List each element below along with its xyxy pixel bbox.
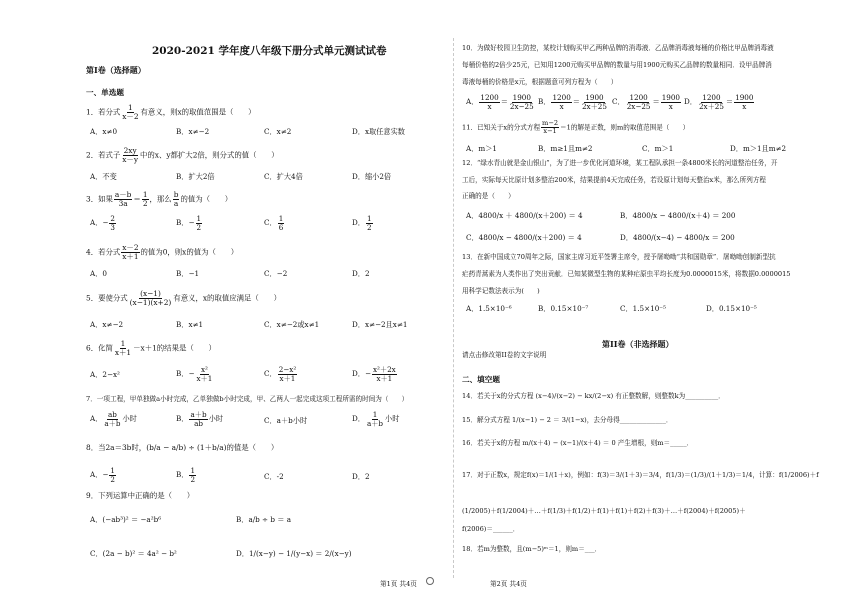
question-17-line-3: f(2006)＝______． (462, 525, 520, 533)
question-12-line-3: 正确的是（ ） (462, 192, 515, 200)
volume2-heading: 第II卷（非选择题） (602, 339, 674, 349)
question-3: 3．如果 $\frac{a-b}{3a}$ ＝ $\frac{1}{2}$ ，那么 $\frac{b}{a}$ 的值为（ ） (86, 190, 233, 208)
question-15: 15．解分式方程 1/(x−1) − 2 ＝ 3/(1−x)，去分母得______________． (462, 416, 673, 424)
question-10-line-2: 每桶价格的2倍少25元，已知用1200元购买甲品牌的数量与用1900元购买乙品牌的数量相同．设甲品牌消 (462, 61, 772, 69)
question-17-line-2: (1/2005)＋f(1/2004)＋…＋f(1/3)＋f(1/2)＋f(1)＋f(1)＋f(2)＋f(3)＋…＋f(2004)＋f(2005)＋ (462, 507, 746, 515)
question-7: 7．一项工程，甲单独做a小时完成，乙单独做b小时完成，甲、乙两人一起完成这项工程所需的时间为（ ） (86, 395, 409, 403)
q6-option-c[interactable]: C． $\frac{\text{2−x²}}{x+1}$ (264, 365, 297, 383)
q8-option-c[interactable]: C．-2 (264, 472, 284, 481)
q8-option-d[interactable]: D．2 (352, 472, 370, 481)
q5-option-c[interactable]: C．x≠−2或x≠1 (264, 320, 320, 329)
q3-option-a[interactable]: A．− $\frac{2}{3}$ (90, 214, 115, 232)
q12-option-b[interactable]: B．4800/x − 4800/(x＋4) ＝ 200 (620, 211, 736, 220)
question-9: 9．下列运算中正确的是（ ） (86, 491, 195, 500)
q7-option-c[interactable]: C．a＋b小时 (264, 416, 308, 425)
q7-option-d[interactable]: D． $\frac{1}{a+b}$ 小时 (352, 410, 400, 428)
q13-option-b[interactable]: B．0.15×10⁻⁷ (538, 304, 589, 313)
q11-option-a[interactable]: A．m＞1 (466, 144, 497, 153)
q2-option-c[interactable]: C．扩大4倍 (264, 172, 303, 181)
q4-option-c[interactable]: C．−2 (264, 269, 288, 278)
q9-option-b[interactable]: B．a/b ÷ b ＝ a (236, 515, 292, 524)
q2-option-d[interactable]: D．缩小2倍 (352, 172, 392, 181)
q12-option-a[interactable]: A．4800/x ＋ 4800/(x＋200) ＝ 4 (466, 211, 583, 220)
q3-option-b[interactable]: B．− $\frac{1}{2}$ (176, 214, 202, 232)
right-column (462, 0, 840, 608)
question-13-line-2: 疟药青蒿素为人类作出了突出贡献．已知某微型生物的某种疟原虫平均长度为0.0000015米，将数据0.0000015 (462, 270, 791, 278)
q1-option-a[interactable]: A．x≠0 (90, 127, 118, 136)
q13-option-c[interactable]: C．1.5×10⁻⁵ (620, 304, 666, 313)
page-divider (453, 38, 454, 578)
q12-option-d[interactable]: D．4800/(x−4) − 4800/x ＝ 200 (620, 233, 735, 242)
binding-hole (426, 577, 434, 585)
question-6: 6．化简 $\frac{1}{x+1}$ －x＋1的结果是（ ） (86, 339, 216, 357)
q10-option-d[interactable]: D． $\frac{1200}{2x+25}$ ＝ $\frac{1900}{x}$ (684, 93, 754, 111)
question-13-line-1: 13．在新中国成立70周年之际，国家主席习近平签署主席令，授予屠呦呦“共和国勋章”．屠呦呦创制新型抗 (462, 253, 776, 261)
q11-option-d[interactable]: D．m＞1且m≠2 (730, 144, 787, 153)
q6-option-a[interactable]: A．2−x² (90, 370, 120, 379)
q3-option-c[interactable]: C． $\frac{1}{6}$ (264, 214, 284, 232)
question-14: 14．若关于x的分式方程 (x−4)/(x−2) − kx/(2−x) 有正整数解，则整数k为__________． (462, 392, 725, 400)
question-11: 11．已知关于x的分式方程 $\frac{m-2}{x-1}$ ＝1的解是正数，则m的取值范围是（ ） (462, 119, 690, 135)
left-column (86, 0, 446, 608)
q5-option-d[interactable]: D．x≠−2且x≠1 (352, 320, 408, 329)
question-17-line-1: 17．对于正数x，规定f(x)＝1/(1＋x)，例如：f(3)＝3/(1＋3)＝3/4，f(1/3)＝(1/3)/(1＋1/3)＝1/4，计算：f(1/2006)＋f (462, 471, 819, 479)
q1-option-d[interactable]: D．x取任意实数 (352, 127, 405, 136)
question-4: 4．若分式 $\frac{x-2}{x+1}$ 的值为0，则x的值为（ ） (86, 243, 239, 261)
q6-option-d[interactable]: D．− $\frac{\text{x²＋2x}}{x+1}$ (352, 365, 396, 383)
q4-option-d[interactable]: D．2 (352, 269, 370, 278)
q9-option-a[interactable]: A．(−ab³)² ＝ −a²b⁶ (90, 515, 162, 524)
question-1: 1．若分式 $\frac{1}{x-2}$ 有意义，则x的取值范围是（ ） (86, 103, 256, 121)
q7-option-b[interactable]: B． $\frac{a+b}{ab}$ 小时 (176, 410, 223, 428)
q13-option-a[interactable]: A．1.5×10⁻⁶ (466, 304, 512, 313)
q12-option-c[interactable]: C．4800/x − 4800/(x＋200) ＝ 4 (466, 233, 582, 242)
q9-option-d[interactable]: D．1/(x−y) − 1/(y−x) ＝ 2/(x−y) (236, 549, 352, 558)
q4-option-a[interactable]: A．0 (90, 269, 107, 278)
volume1-heading: 第Ⅰ卷（选择题） (86, 65, 146, 75)
q9-option-c[interactable]: C．(2a − b)² ＝ 4a² − b² (90, 549, 177, 558)
page-footer-left: 第1页 共4页 (380, 580, 417, 588)
q8-option-b[interactable]: B． $\frac{1}{2}$ (176, 466, 196, 484)
q2-option-b[interactable]: B．扩大2倍 (176, 172, 215, 181)
q10-option-c[interactable]: C． $\frac{1200}{2x-25}$ ＝ $\frac{1900}{x}$ (612, 93, 680, 111)
q11-option-b[interactable]: B．m≥1且m≠2 (538, 144, 593, 153)
q1-option-b[interactable]: B．x≠−2 (176, 127, 210, 136)
q8-expression: (b/a − a/b) ÷ (1＋b/a) (146, 443, 227, 452)
q13-option-d[interactable]: D．0.15×10⁻⁵ (706, 304, 757, 313)
question-18: 18．若m为整数，且(m−5)ᵐ＝1，则m＝___． (462, 545, 602, 553)
page-footer-right: 第2页 共4页 (490, 580, 527, 588)
q4-option-b[interactable]: B．−1 (176, 269, 200, 278)
q10-option-a[interactable]: A． $\frac{1200}{x}$ ＝ $\frac{1900}{2x-25}$ (466, 93, 534, 111)
q11-option-c[interactable]: C．m＞1 (642, 144, 674, 153)
question-8: 8．当2a＝3b时，(b/a − a/b) ÷ (1＋b/a)的值是（ ） (86, 443, 279, 452)
q1-option-c[interactable]: C．x≠2 (264, 127, 292, 136)
question-12-line-2: 工后，实际每天比原计划多整治200米，结果提前4天完成任务，若设原计划每天整治x米，那么所列方程 (462, 176, 767, 184)
q8-option-a[interactable]: A．− $\frac{1}{2}$ (90, 466, 115, 484)
question-2: 2．若式子 $\frac{2xy}{x-y}$ 中的x、y都扩大2倍，则分式的值（ ） (86, 146, 279, 164)
volume2-hint: 请点击修改第II卷的文字说明 (462, 351, 547, 359)
q5-option-a[interactable]: A．x≠−2 (90, 320, 124, 329)
question-10-line-1: 10．为做好校园卫生防控，某校计划购买甲乙两种品牌的消毒液．乙品牌消毒液每桶的价格比甲品牌消毒液 (462, 44, 774, 52)
section2-heading: 二、填空题 (462, 375, 500, 384)
question-13-line-3: 用科学记数法表示为( ) (462, 287, 540, 295)
q10-option-b[interactable]: B． $\frac{1200}{x}$ ＝ $\frac{1900}{2x+25}$ (538, 93, 607, 111)
q5-option-b[interactable]: B．x≠1 (176, 320, 204, 329)
question-12-line-1: 12．“绿水青山就是金山银山”，为了进一步优化河道环境，某工程队承担一条4800米长的河道整治任务，开 (462, 159, 778, 167)
exam-title: 2020-2021 学年度八年级下册分式单元测试试卷 (152, 45, 387, 57)
q7-option-a[interactable]: A． $\frac{ab}{a+b}$ 小时 (90, 410, 137, 428)
q6-option-b[interactable]: B．− $\frac{\text{x²}}{x+1}$ (176, 365, 213, 383)
question-5: 5．要使分式 $\frac{(x-1)}{(x-1)(x+2)}$ 有意义，x的取值应满足（ ） (86, 289, 281, 307)
q2-option-a[interactable]: A．不变 (90, 172, 117, 181)
section1-heading: 一、单选题 (86, 88, 124, 97)
q3-option-d[interactable]: D． $\frac{1}{2}$ (352, 214, 372, 232)
question-16: 16．若关于x的方程 m/(x＋4) − (x−1)/(x＋4) ＝ 0 产生增根，则m＝_____． (462, 439, 694, 447)
question-10-line-3: 毒液每桶的价格是x元，根据题意可列方程为（ ） (462, 78, 618, 86)
